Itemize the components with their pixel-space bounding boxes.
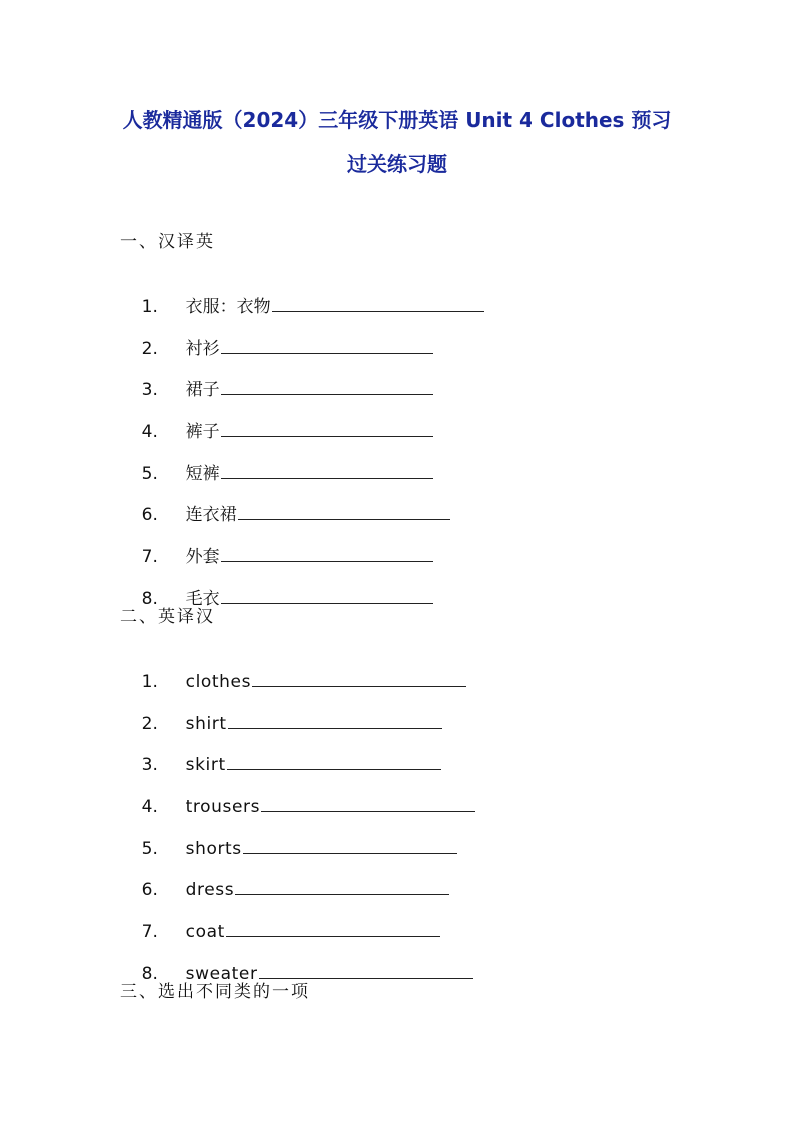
answer-blank[interactable]: [226, 920, 440, 937]
item-number: 5.: [141, 464, 158, 484]
answer-blank[interactable]: [235, 878, 449, 895]
item-text: coat: [185, 922, 225, 942]
item-number: 3.: [141, 380, 158, 400]
answer-blank[interactable]: [252, 670, 466, 687]
item-text: shirt: [185, 714, 227, 734]
item-number: 8.: [141, 964, 158, 984]
item-number: 6.: [141, 880, 158, 900]
answer-blank[interactable]: [261, 795, 475, 812]
item-text: 外套: [185, 547, 220, 567]
item-text: trousers: [185, 797, 261, 817]
item-text: shorts: [185, 839, 242, 859]
answer-blank[interactable]: [221, 420, 433, 437]
page-title-line1: 人教精通版（2024）三年级下册英语 Unit 4 Clothes 预习: [122, 108, 672, 132]
item-number: 5.: [141, 839, 158, 859]
item-number: 6.: [141, 505, 158, 525]
item-text: 毛衣: [185, 589, 220, 609]
item-number: 4.: [141, 797, 158, 817]
item-number: 4.: [141, 422, 158, 442]
item-number: 3.: [141, 755, 158, 775]
answer-blank[interactable]: [227, 753, 441, 770]
answer-blank[interactable]: [272, 295, 484, 312]
item-number: 8.: [141, 589, 158, 609]
answer-blank[interactable]: [221, 545, 433, 562]
item-text: sweater: [185, 964, 258, 984]
item-number: 7.: [141, 547, 158, 567]
section2-heading: 二、英译汉: [120, 607, 215, 627]
item-text: 连衣裙: [185, 505, 237, 525]
item-number: 2.: [141, 339, 158, 359]
item-number: 2.: [141, 714, 158, 734]
item-text: skirt: [185, 755, 226, 775]
answer-blank[interactable]: [243, 837, 457, 854]
item-text: dress: [185, 880, 235, 900]
answer-blank[interactable]: [228, 712, 442, 729]
section3-heading: 三、选出不同类的一项: [120, 982, 310, 1002]
item-text: 短裤: [185, 464, 220, 484]
answer-blank[interactable]: [221, 337, 433, 354]
answer-blank[interactable]: [259, 962, 473, 979]
answer-blank[interactable]: [221, 462, 433, 479]
item-text: 衬衫: [185, 339, 220, 359]
answer-blank[interactable]: [238, 503, 450, 520]
item-number: 1.: [141, 297, 158, 317]
page-title-line2: 过关练习题: [347, 152, 447, 176]
item-text: 衣服：衣物: [185, 297, 271, 317]
answer-blank[interactable]: [221, 378, 433, 395]
item-text: 裙子: [185, 380, 220, 400]
item-number: 7.: [141, 922, 158, 942]
item-text: 裤子: [185, 422, 220, 442]
section1-heading: 一、汉译英: [120, 232, 215, 252]
item-text: clothes: [185, 672, 252, 692]
item-number: 1.: [141, 672, 158, 692]
answer-blank[interactable]: [221, 587, 433, 604]
